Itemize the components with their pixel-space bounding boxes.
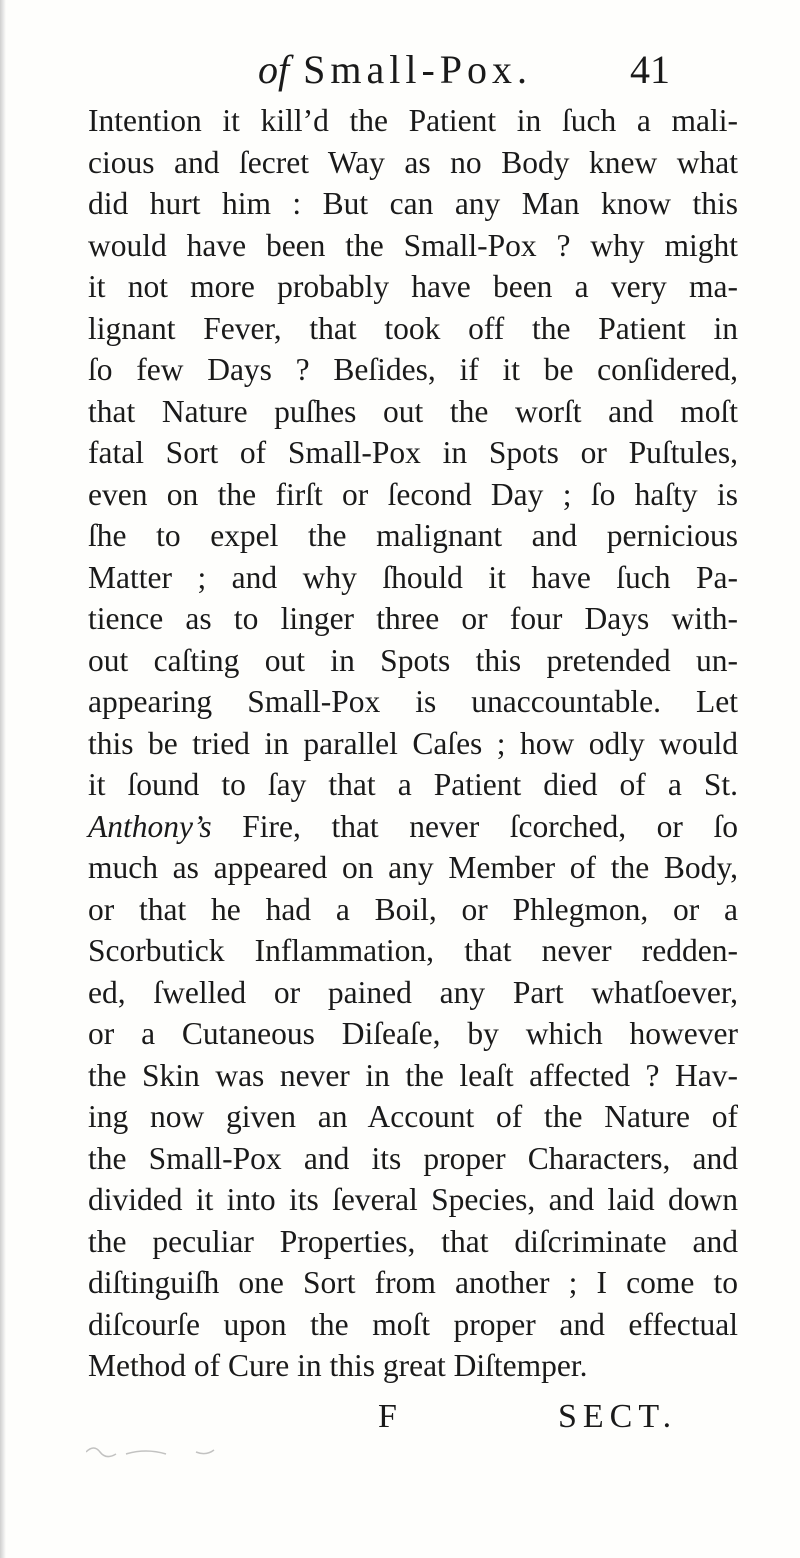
text-line: would have been the Small-Pox ? why might — [88, 227, 738, 263]
signature-mark: F — [378, 1398, 397, 1435]
text-line: it ſound to ſay that a Patient died of a St. — [88, 767, 738, 802]
text-line: Intention it kill’d the Patient in ſuch a mali- — [88, 103, 738, 138]
text-line: this be tried in parallel Caſes ; how odly would — [88, 725, 738, 761]
text-line: much as appeared on any Member of the Body, — [88, 850, 738, 885]
text-line-italic-name — [88, 806, 738, 848]
ink-smudge — [86, 1440, 326, 1464]
text-line: out caſting out in Spots this pretended un- — [88, 642, 738, 678]
text-line: tience as to linger three or four Days with- — [88, 601, 738, 636]
text-line: even on the firſt or ſecond Day ; ſo haſty is — [88, 476, 738, 512]
catchword: SECT. — [558, 1398, 678, 1435]
running-head-prefix: of — [258, 47, 290, 92]
text-line: diſtinguiſh one Sort from another ; I come to — [88, 1265, 738, 1300]
text-line: ſo few Days ? Beſides, if it be conſidered, — [88, 352, 738, 387]
text-line: diſcourſe upon the moſt proper and effectual — [88, 1306, 738, 1342]
text-line: ſhe to expel the malignant and pernicious — [88, 518, 738, 553]
text-line: Matter ; and why ſhould it have ſuch Pa- — [88, 559, 738, 595]
text-line: the Skin was never in the leaſt affected ? Hav- — [88, 1057, 738, 1093]
text-line: or a Cutaneous Diſeaſe, by which however — [88, 1016, 738, 1051]
text-line: lignant Fever, that took off the Patient in — [88, 310, 738, 346]
text-line: that Nature puſhes out the worſt and moſt — [88, 393, 738, 429]
text-line: or that he had a Boil, or Phlegmon, or a — [88, 891, 738, 927]
page-footer — [378, 1393, 778, 1441]
text-line: divided it into its ſeveral Species, and laid down — [88, 1182, 738, 1217]
text-line-rest: Fire, that never ſcorched, or ſo — [211, 808, 738, 844]
page-gutter-shadow — [0, 0, 6, 1558]
text-line: the Small-Pox and its proper Characters, and — [88, 1140, 738, 1176]
text-line: fatal Sort of Small-Pox in Spots or Puſtules, — [88, 435, 738, 470]
text-line: the peculiar Properties, that diſcriminate and — [88, 1223, 738, 1259]
text-line: ing now given an Account of the Nature of — [88, 1099, 738, 1134]
running-head — [258, 42, 688, 98]
text-line: it not more probably have been a very ma- — [88, 269, 738, 304]
body-text — [88, 100, 738, 1387]
running-head-title: Small-Pox. — [303, 47, 533, 92]
page-number: 41 — [630, 47, 670, 92]
text-line: ed, ſwelled or pained any Part whatſoever, — [88, 974, 738, 1010]
text-line-last: Method of Cure in this great Diſtemper. — [88, 1348, 588, 1383]
text-line: Scorbutick Inflammation, that never redden- — [88, 933, 738, 968]
text-line: did hurt him : But can any Man know this — [88, 186, 738, 221]
italic-proper-name: Anthony’s — [88, 808, 212, 844]
text-line: appearing Small-Pox is unaccountable. Let — [88, 684, 738, 719]
text-line: cious and ſecret Way as no Body knew what — [88, 144, 738, 180]
